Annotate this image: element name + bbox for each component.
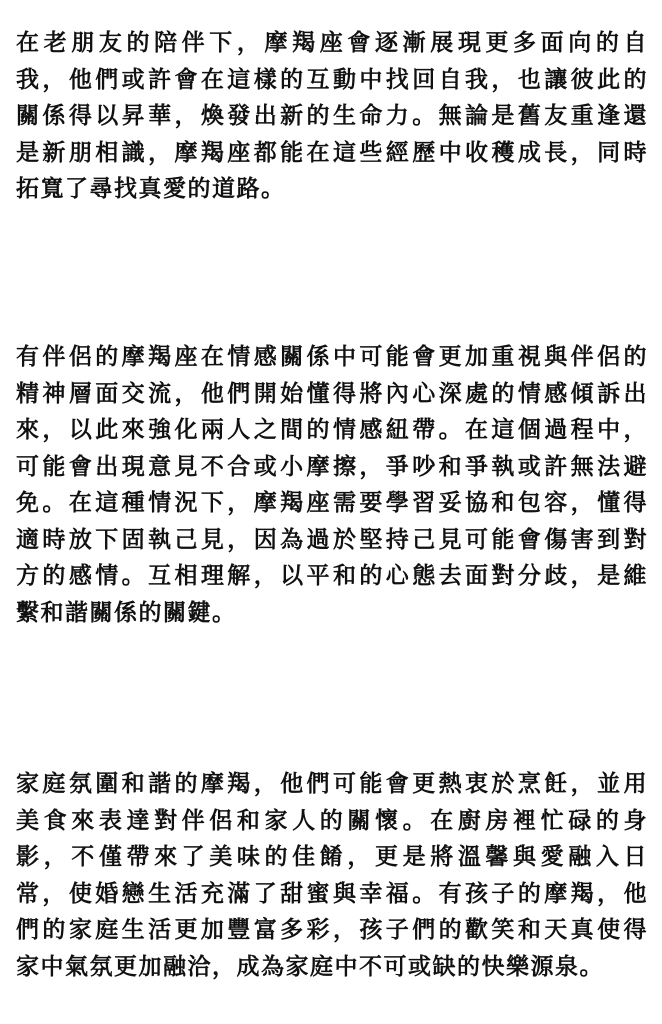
text-line: 家庭氛圍和諧的摩羯，他們可能會更熱衷於烹飪，並用: [16, 771, 648, 797]
text-line: 家中氣氛更加融洽，成為家庭中不可或缺的快樂源泉。: [16, 953, 604, 980]
text-line: 拓寬了尋找真愛的道路。: [16, 176, 286, 202]
text-line: 方的感情。互相理解，以平和的心態去面對分歧，是維: [16, 563, 648, 589]
text-line: 常，使婚戀生活充滿了甜蜜與幸福。有孩子的摩羯，他: [16, 880, 648, 907]
text-line: 精神層面交流，他們開始懂得將內心深處的情感傾訴出: [16, 380, 648, 407]
text-line: 影，不僅帶來了美味的佳餚，更是將溫馨與愛融入日: [16, 844, 648, 870]
text-line: 關係得以昇華，煥發出新的生命力。無論是舊友重逢還: [16, 103, 648, 129]
paragraph-family: [16, 766, 648, 985]
text-line: 來，以此來強化兩人之間的情感紐帶。在這個過程中，: [16, 417, 648, 443]
text-line: 適時放下固執己見，因為過於堅持己見可能會傷害到對: [16, 526, 648, 553]
text-line: 繫和諧關係的關鍵。: [16, 599, 237, 626]
text-line: 在老朋友的陪伴下，摩羯座會逐漸展現更多面向的自: [16, 30, 648, 56]
text-line: 我，他們或許會在這樣的互動中找回自我，也讓彼此的: [16, 66, 648, 93]
paragraph-partnered: [16, 339, 648, 631]
text-line: 免。在這種情況下，摩羯座需要學習妥協和包容，懂得: [16, 490, 648, 516]
text-line: 有伴侶的摩羯座在情感關係中可能會更加重視與伴侶的: [16, 344, 648, 370]
text-line: 是新朋相識，摩羯座都能在這些經歷中收穫成長，同時: [16, 139, 648, 166]
text-line: 可能會出現意見不合或小摩擦，爭吵和爭執或許無法避: [16, 453, 648, 480]
text-line: 美食來表達對伴侶和家人的關懷。在廚房裡忙碌的身: [16, 807, 648, 834]
paragraph-old-friends: [16, 25, 648, 208]
text-line: 們的家庭生活更加豐富多彩，孩子們的歡笑和天真使得: [16, 917, 648, 943]
